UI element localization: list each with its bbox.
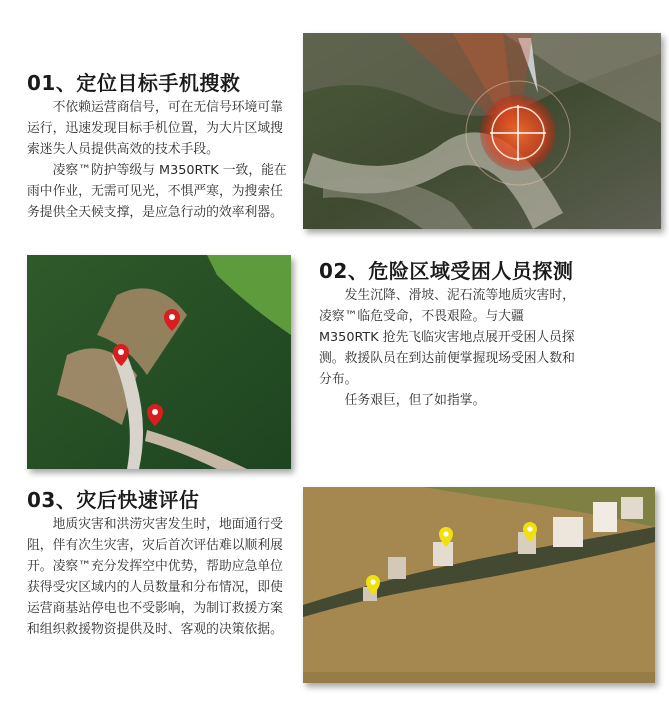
flood-village-photo: [303, 487, 655, 683]
section-1-body: [27, 97, 292, 223]
section-2-paragraph-1: 发生沉降、滑坡、泥石流等地质灾害时，凌察™临危受命，不畏艰险。与大疆 M350RTK 抢先飞临灾害地点展开受困人员探测。救援队员在到达前便掌握现场受困人数和分布。: [319, 288, 575, 387]
section-3-body: [27, 514, 292, 640]
section-3-title: 03、灾后快速评估: [27, 488, 200, 512]
section-1-paragraph-1: 不依赖运营商信号，可在无信号环境可靠运行，迅速发现目标手机位置，为大片区域搜索迷失人员提供高效的技术手段。: [27, 100, 283, 157]
section-3-paragraph-1: 地质灾害和洪涝灾害发生时，地面通行受阻，伴有次生灾害，灾后首次评估难以顺利展开。凌察™充分发挥空中优势，帮助应急单位获得受灾区域内的人员数量和分布情况，即使运营商基站停电也不受影响，为制订救援方案和组织救援物资提供及时、客观的决策依据。: [27, 517, 283, 637]
section-2-title: 02、危险区域受困人员探测: [319, 259, 574, 283]
aerial-target-photo: [303, 33, 661, 229]
section-1-title: 01、定位目标手机搜救: [27, 71, 241, 95]
landslide-road-photo: [27, 255, 291, 469]
section-1-paragraph-2: 凌察™防护等级与 M350RTK 一致，能在雨中作业，无需可见光，不惧严寒，为搜索任务提供全天候支撑，是应急行动的效率利器。: [27, 163, 287, 220]
section-2-body: [319, 285, 584, 411]
section-2-paragraph-2: 任务艰巨，但了如指掌。: [344, 393, 486, 408]
